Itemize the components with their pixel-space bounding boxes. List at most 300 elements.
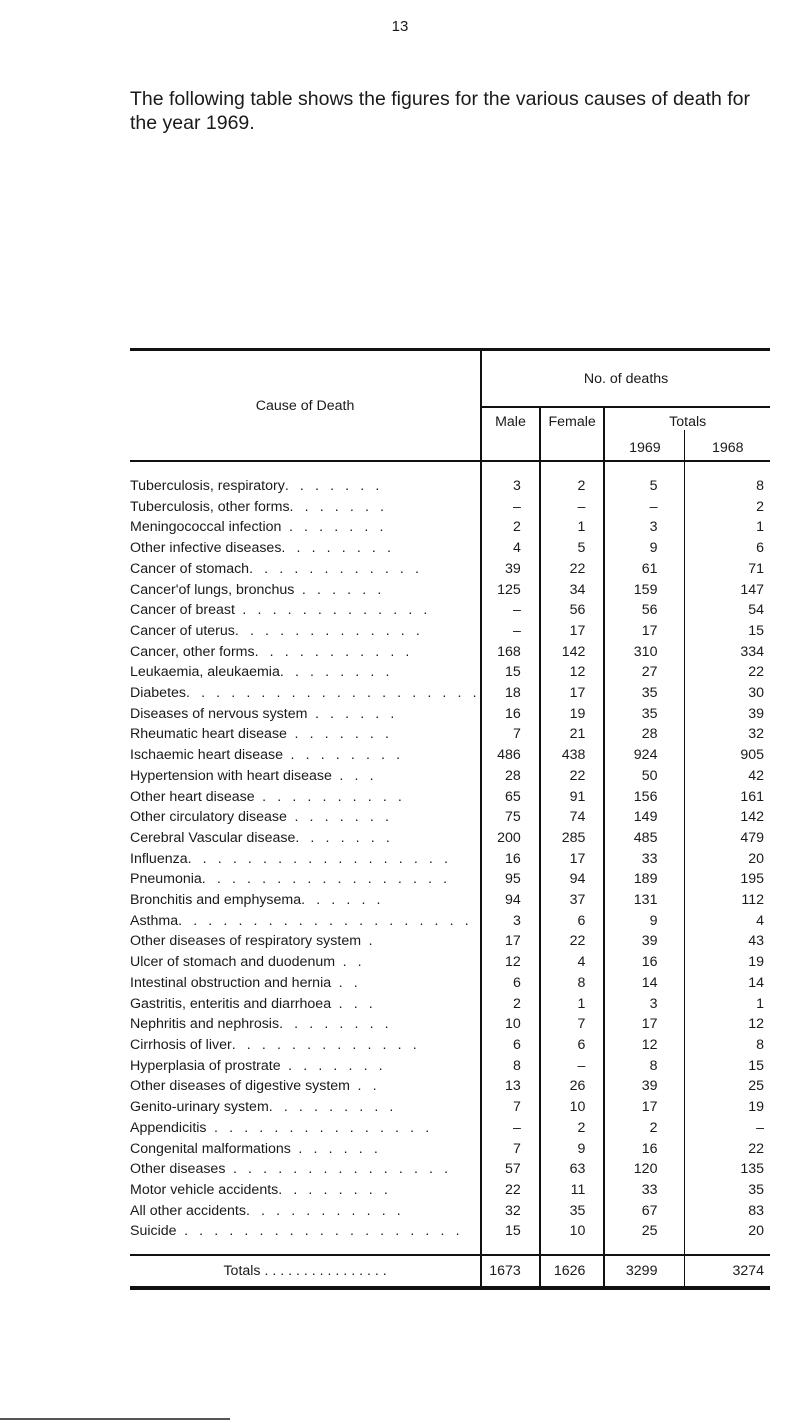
- total-1968-cell: 32: [685, 724, 770, 745]
- cause-label: Other infective diseases: [130, 540, 282, 557]
- male-deaths-cell: 4: [481, 538, 540, 559]
- cause-cell: [130, 807, 481, 828]
- total-1968-cell: 43: [685, 931, 770, 952]
- cause-label: Other diseases of digestive system: [130, 1078, 351, 1095]
- cause-label: Suicide: [130, 1223, 177, 1240]
- dot-leader: . . . . . . .: [281, 519, 388, 536]
- table-row: [130, 890, 770, 911]
- total-1969-cell: 924: [604, 745, 685, 766]
- dot-leader: . .: [335, 954, 366, 971]
- table-row: [130, 600, 770, 621]
- table-row: [130, 807, 770, 828]
- table-row: [130, 745, 770, 766]
- male-deaths-cell: 10: [481, 1014, 540, 1035]
- table-row: [130, 787, 770, 808]
- total-1969-cell: 14: [604, 973, 685, 994]
- dot-leader: . . . . . .: [290, 1140, 382, 1157]
- total-1969-cell: 120: [604, 1159, 685, 1180]
- cause-cell: [130, 745, 481, 766]
- female-deaths-cell: –: [540, 497, 605, 518]
- male-deaths-cell: 94: [481, 890, 540, 911]
- dot-leader: . . . . . . . . . . . . . . . . . .: [187, 850, 452, 867]
- cause-cell: [130, 931, 481, 952]
- dot-leader: . . . . . . . . . . .: [254, 643, 413, 660]
- total-1969-cell: 17: [604, 621, 685, 642]
- cause-cell: [130, 621, 481, 642]
- cause-cell: [130, 704, 481, 725]
- male-deaths-cell: 486: [481, 745, 540, 766]
- total-1969-cell: 159: [604, 580, 685, 601]
- total-1968-cell: 8: [685, 1035, 770, 1056]
- total-1968-cell: 22: [685, 662, 770, 683]
- intro-paragraph: The following table shows the figures for the various causes of death for the year 1969.: [130, 88, 751, 134]
- table-row: [130, 1201, 770, 1222]
- female-deaths-cell: 8: [540, 973, 605, 994]
- male-deaths-cell: 13: [481, 1076, 540, 1097]
- total-1969-cell: 156: [604, 787, 685, 808]
- female-deaths-cell: 94: [540, 869, 605, 890]
- female-deaths-cell: 19: [540, 704, 605, 725]
- total-1969-cell: 35: [604, 704, 685, 725]
- total-1969-cell: 5: [604, 461, 685, 497]
- table-row: [130, 1035, 770, 1056]
- total-1968-cell: 479: [685, 828, 770, 849]
- cause-cell: [130, 517, 481, 538]
- dot-leader: . . . . . . . .: [281, 540, 395, 557]
- total-1969-cell: 131: [604, 890, 685, 911]
- dot-leader: . . . . . . . . . . . . . . .: [206, 1119, 433, 1136]
- total-1969-cell: 16: [604, 1139, 685, 1160]
- cause-label: Leukaemia, aleukaemia: [130, 664, 280, 681]
- table-row: [130, 1139, 770, 1160]
- table-row: [130, 580, 770, 601]
- female-deaths-cell: 12: [540, 662, 605, 683]
- total-1969-cell: 17: [604, 1014, 685, 1035]
- cause-cell: [130, 869, 481, 890]
- dot-leader: . . . . . . . .: [279, 1016, 393, 1033]
- total-1969-cell: 2: [604, 1118, 685, 1139]
- cause-label: Cirrhosis of liver: [130, 1036, 232, 1053]
- total-1968-cell: 135: [685, 1159, 770, 1180]
- table-row: [130, 538, 770, 559]
- cause-cell: [130, 1180, 481, 1201]
- total-1968-cell: –: [685, 1118, 770, 1139]
- total-1968-cell: 195: [685, 869, 770, 890]
- male-deaths-cell: 16: [481, 849, 540, 870]
- total-1968-cell: 14: [685, 973, 770, 994]
- dot-leader: . . . . . . . . .: [268, 1099, 397, 1116]
- total-1968-cell: 19: [685, 952, 770, 973]
- totals-male: 1673: [481, 1255, 540, 1288]
- dot-leader: . . . . . . . . . .: [254, 788, 406, 805]
- cause-cell: [130, 890, 481, 911]
- total-1969-cell: 39: [604, 931, 685, 952]
- female-deaths-cell: 21: [540, 724, 605, 745]
- total-1968-cell: 30: [685, 683, 770, 704]
- total-1969-cell: 3: [604, 994, 685, 1015]
- female-deaths-cell: 438: [540, 745, 605, 766]
- table-row: [130, 869, 770, 890]
- page-number: 13: [391, 18, 409, 35]
- female-deaths-cell: 22: [540, 931, 605, 952]
- female-deaths-cell: 11: [540, 1180, 605, 1201]
- header-year-1969: 1969: [604, 430, 685, 461]
- cause-label: Hyperplasia of prostrate: [130, 1057, 281, 1074]
- cause-cell: [130, 600, 481, 621]
- male-deaths-cell: 39: [481, 559, 540, 580]
- total-1968-cell: 334: [685, 642, 770, 663]
- total-1969-cell: 149: [604, 807, 685, 828]
- male-deaths-cell: 8: [481, 1056, 540, 1077]
- total-1968-cell: 71: [685, 559, 770, 580]
- table-row: [130, 683, 770, 704]
- female-deaths-cell: 10: [540, 1221, 605, 1255]
- cause-cell: [130, 642, 481, 663]
- female-deaths-cell: 17: [540, 849, 605, 870]
- total-1968-cell: 1: [685, 517, 770, 538]
- total-1969-cell: 25: [604, 1221, 685, 1255]
- total-1968-cell: 4: [685, 911, 770, 932]
- total-1969-cell: 16: [604, 952, 685, 973]
- total-1968-cell: 161: [685, 787, 770, 808]
- cause-label: Cancer'of lungs, bronchus: [130, 581, 295, 598]
- total-1969-cell: 9: [604, 911, 685, 932]
- male-deaths-cell: 125: [481, 580, 540, 601]
- male-deaths-cell: 57: [481, 1159, 540, 1180]
- header-year-1968: 1968: [685, 430, 770, 461]
- male-deaths-cell: 7: [481, 724, 540, 745]
- table-body: [130, 461, 770, 1255]
- total-1969-cell: 17: [604, 1097, 685, 1118]
- cause-cell: [130, 1159, 481, 1180]
- male-deaths-cell: 17: [481, 931, 540, 952]
- female-deaths-cell: 2: [540, 461, 605, 497]
- cause-label: Appendicitis: [130, 1119, 207, 1136]
- dot-leader: . . . . . . . . . . . . . . . . .: [201, 871, 451, 888]
- table-row: [130, 461, 770, 497]
- male-deaths-cell: 95: [481, 869, 540, 890]
- male-deaths-cell: 3: [481, 461, 540, 497]
- male-deaths-cell: 22: [481, 1180, 540, 1201]
- cause-label: Diabetes: [130, 685, 186, 702]
- total-1968-cell: 142: [685, 807, 770, 828]
- table-row: [130, 559, 770, 580]
- female-deaths-cell: 63: [540, 1159, 605, 1180]
- total-1969-cell: 9: [604, 538, 685, 559]
- cause-label: Other heart disease: [130, 788, 255, 805]
- cause-label: Motor vehicle accidents: [130, 1181, 279, 1198]
- cause-cell: [130, 787, 481, 808]
- dot-leader: . . . . . . .: [286, 726, 393, 743]
- total-1968-cell: 22: [685, 1139, 770, 1160]
- table-row: [130, 704, 770, 725]
- table-header: [130, 350, 770, 462]
- female-deaths-cell: 91: [540, 787, 605, 808]
- totals-female: 1626: [540, 1255, 605, 1288]
- total-1969-cell: 12: [604, 1035, 685, 1056]
- female-deaths-cell: 5: [540, 538, 605, 559]
- header-cause-of-death: Cause of Death: [130, 350, 481, 462]
- cause-label: Cancer of breast: [130, 602, 235, 619]
- total-1969-cell: 28: [604, 724, 685, 745]
- cause-label: Diseases of nervous system: [130, 705, 308, 722]
- cause-cell: [130, 994, 481, 1015]
- total-1969-cell: 33: [604, 849, 685, 870]
- total-1969-cell: 27: [604, 662, 685, 683]
- total-1968-cell: 54: [685, 600, 770, 621]
- total-1968-cell: 112: [685, 890, 770, 911]
- table-row: [130, 621, 770, 642]
- dot-leader: . . . . . . . .: [283, 747, 404, 764]
- dot-leader: . . . . . . .: [284, 478, 383, 494]
- total-1969-cell: 67: [604, 1201, 685, 1222]
- total-1969-cell: 33: [604, 1180, 685, 1201]
- dot-leader: . .: [350, 1078, 381, 1095]
- male-deaths-cell: 7: [481, 1139, 540, 1160]
- male-deaths-cell: 2: [481, 517, 540, 538]
- female-deaths-cell: 142: [540, 642, 605, 663]
- causes-of-death-table: [130, 348, 770, 1290]
- male-deaths-cell: –: [481, 621, 540, 642]
- dot-leader: . . . . . . .: [286, 809, 393, 826]
- dot-leader: . . . . . . . . . . . . . . .: [225, 1161, 452, 1178]
- total-1969-cell: –: [604, 497, 685, 518]
- cause-cell: [130, 662, 481, 683]
- cause-label: Cancer of stomach: [130, 560, 250, 577]
- table-row: [130, 1221, 770, 1255]
- header-no-of-deaths: No. of deaths: [481, 350, 770, 408]
- female-deaths-cell: 6: [540, 1035, 605, 1056]
- totals-1969: 3299: [604, 1255, 685, 1288]
- cause-cell: [130, 849, 481, 870]
- dot-leader: . . . . . . . . . . . . . . . . . . .: [176, 1223, 464, 1240]
- dot-leader: . . . . . . .: [289, 498, 388, 515]
- cause-label: Nephritis and nephrosis: [130, 1016, 280, 1033]
- cause-cell: [130, 461, 481, 497]
- cause-label: Other diseases of respiratory system: [130, 933, 362, 950]
- male-deaths-cell: 12: [481, 952, 540, 973]
- total-1968-cell: 8: [685, 461, 770, 497]
- table-row: [130, 1180, 770, 1201]
- female-deaths-cell: 56: [540, 600, 605, 621]
- male-deaths-cell: 28: [481, 766, 540, 787]
- female-deaths-cell: 1: [540, 517, 605, 538]
- total-1968-cell: 905: [685, 745, 770, 766]
- female-deaths-cell: 17: [540, 683, 605, 704]
- cause-cell: [130, 973, 481, 994]
- female-deaths-cell: 35: [540, 1201, 605, 1222]
- dot-leader: . . . . . .: [301, 892, 385, 909]
- cause-label: Tuberculosis, other forms: [130, 498, 290, 515]
- cause-label: Bronchitis and emphysema: [130, 892, 302, 909]
- female-deaths-cell: 4: [540, 952, 605, 973]
- total-1968-cell: 15: [685, 621, 770, 642]
- cause-cell: [130, 828, 481, 849]
- cause-label: Tuberculosis, respiratory: [130, 478, 285, 494]
- cause-cell: [130, 1035, 481, 1056]
- table-row: [130, 517, 770, 538]
- table-row: [130, 828, 770, 849]
- female-deaths-cell: 22: [540, 766, 605, 787]
- dot-leader: . . . . . . . . . . . . .: [234, 602, 431, 619]
- cause-label: Meningococcal infection: [130, 519, 282, 536]
- total-1968-cell: 83: [685, 1201, 770, 1222]
- female-deaths-cell: 10: [540, 1097, 605, 1118]
- male-deaths-cell: –: [481, 600, 540, 621]
- total-1968-cell: 39: [685, 704, 770, 725]
- dot-leader: . . . . . . . . . . . . .: [231, 1036, 421, 1053]
- total-1968-cell: 6: [685, 538, 770, 559]
- header-totals: Totals: [604, 407, 770, 430]
- cause-label: Asthma: [130, 912, 179, 929]
- male-deaths-cell: 200: [481, 828, 540, 849]
- cause-label: Cerebral Vascular disease: [130, 829, 296, 846]
- scan-edge-line: [0, 1418, 230, 1420]
- cause-label: Influenza: [130, 850, 188, 867]
- male-deaths-cell: 65: [481, 787, 540, 808]
- male-deaths-cell: 3: [481, 911, 540, 932]
- cause-label: Congenital malformations: [130, 1140, 291, 1157]
- male-deaths-cell: –: [481, 1118, 540, 1139]
- total-1969-cell: 189: [604, 869, 685, 890]
- cause-cell: [130, 497, 481, 518]
- female-deaths-cell: 37: [540, 890, 605, 911]
- female-deaths-cell: 22: [540, 559, 605, 580]
- cause-cell: [130, 538, 481, 559]
- table-row: [130, 1014, 770, 1035]
- dot-leader: . . .: [331, 995, 377, 1012]
- table-row: [130, 766, 770, 787]
- dot-leader: . . .: [331, 767, 378, 784]
- cause-label: Hypertension with heart disease: [130, 767, 332, 784]
- cause-label: Intestinal obstruction and hernia: [130, 974, 332, 991]
- totals-row: [130, 1255, 770, 1288]
- total-1969-cell: 50: [604, 766, 685, 787]
- male-deaths-cell: 6: [481, 973, 540, 994]
- total-1968-cell: 12: [685, 1014, 770, 1035]
- male-deaths-cell: 75: [481, 807, 540, 828]
- total-1968-cell: 20: [685, 849, 770, 870]
- cause-label: Ischaemic heart disease: [130, 747, 283, 764]
- totals-label: Totals . . . . . . . . . . . . . . . .: [130, 1255, 481, 1288]
- cause-label: All other accidents: [130, 1202, 246, 1219]
- female-deaths-cell: 6: [540, 911, 605, 932]
- table-row: [130, 994, 770, 1015]
- table-row: [130, 931, 770, 952]
- total-1968-cell: 1: [685, 994, 770, 1015]
- total-1968-cell: 25: [685, 1076, 770, 1097]
- cause-label: Pneumonia: [130, 871, 202, 888]
- dot-leader: . . . . . . . .: [278, 1181, 392, 1198]
- cause-cell: [130, 683, 481, 704]
- female-deaths-cell: 34: [540, 580, 605, 601]
- table-row: [130, 642, 770, 663]
- totals-1968: 3274: [685, 1255, 770, 1288]
- table-row: [130, 1076, 770, 1097]
- male-deaths-cell: –: [481, 497, 540, 518]
- cause-cell: [130, 1076, 481, 1097]
- dot-leader: . . . . . .: [307, 705, 398, 722]
- total-1969-cell: 35: [604, 683, 685, 704]
- male-deaths-cell: 15: [481, 1221, 540, 1255]
- total-1969-cell: 56: [604, 600, 685, 621]
- dot-leader: . . . . . . .: [295, 829, 394, 846]
- total-1969-cell: 61: [604, 559, 685, 580]
- male-deaths-cell: 16: [481, 704, 540, 725]
- dot-leader: . . . . . . . .: [279, 664, 393, 681]
- cause-cell: [130, 1097, 481, 1118]
- table-row: [130, 662, 770, 683]
- total-1968-cell: 2: [685, 497, 770, 518]
- male-deaths-cell: 168: [481, 642, 540, 663]
- total-1969-cell: 3: [604, 517, 685, 538]
- total-1968-cell: 20: [685, 1221, 770, 1255]
- cause-label: Cancer of uterus: [130, 622, 235, 639]
- table-row: [130, 724, 770, 745]
- dot-leader: . . . . . . . . . . . . . . . . . . . .: [178, 912, 473, 929]
- female-deaths-cell: 1: [540, 994, 605, 1015]
- dot-leader: . .: [331, 974, 362, 991]
- female-deaths-cell: 285: [540, 828, 605, 849]
- male-deaths-cell: 18: [481, 683, 540, 704]
- cause-label: Other circulatory disease: [130, 809, 287, 826]
- cause-label: Rheumatic heart disease: [130, 726, 287, 743]
- dot-leader: .: [361, 933, 377, 950]
- total-1968-cell: 35: [685, 1180, 770, 1201]
- cause-cell: [130, 580, 481, 601]
- female-deaths-cell: 17: [540, 621, 605, 642]
- cause-cell: [130, 1221, 481, 1255]
- table-row: [130, 497, 770, 518]
- cause-cell: [130, 1014, 481, 1035]
- dot-leader: . . . . . . .: [280, 1057, 387, 1074]
- total-1969-cell: 485: [604, 828, 685, 849]
- total-1968-cell: 147: [685, 580, 770, 601]
- table-row: [130, 1097, 770, 1118]
- dot-leader: . . . . . . . . . . . . . . . . . . . .: [186, 685, 481, 702]
- cause-cell: [130, 724, 481, 745]
- cause-cell: [130, 1118, 481, 1139]
- cause-label: Cancer, other forms: [130, 643, 255, 660]
- female-deaths-cell: –: [540, 1056, 605, 1077]
- table-row: [130, 849, 770, 870]
- cause-label: Genito-urinary system: [130, 1099, 269, 1116]
- dot-leader: . . . . . . . . . . .: [245, 1202, 405, 1219]
- cause-cell: [130, 1056, 481, 1077]
- total-1969-cell: 310: [604, 642, 685, 663]
- female-deaths-cell: 26: [540, 1076, 605, 1097]
- male-deaths-cell: 15: [481, 662, 540, 683]
- table-row: [130, 911, 770, 932]
- cause-cell: [130, 911, 481, 932]
- total-1969-cell: 39: [604, 1076, 685, 1097]
- cause-cell: [130, 952, 481, 973]
- total-1969-cell: 8: [604, 1056, 685, 1077]
- cause-cell: [130, 1139, 481, 1160]
- cause-cell: [130, 559, 481, 580]
- table-row: [130, 952, 770, 973]
- dot-leader: . . . . . .: [294, 581, 385, 598]
- male-deaths-cell: 32: [481, 1201, 540, 1222]
- table-row: [130, 1056, 770, 1077]
- dot-leader: . . . . . . . . . . . . .: [234, 622, 424, 639]
- male-deaths-cell: 2: [481, 994, 540, 1015]
- cause-label: Gastritis, enteritis and diarrhoea: [130, 995, 332, 1012]
- cause-label: Other diseases: [130, 1161, 226, 1178]
- female-deaths-cell: 7: [540, 1014, 605, 1035]
- table-row: [130, 973, 770, 994]
- male-deaths-cell: 7: [481, 1097, 540, 1118]
